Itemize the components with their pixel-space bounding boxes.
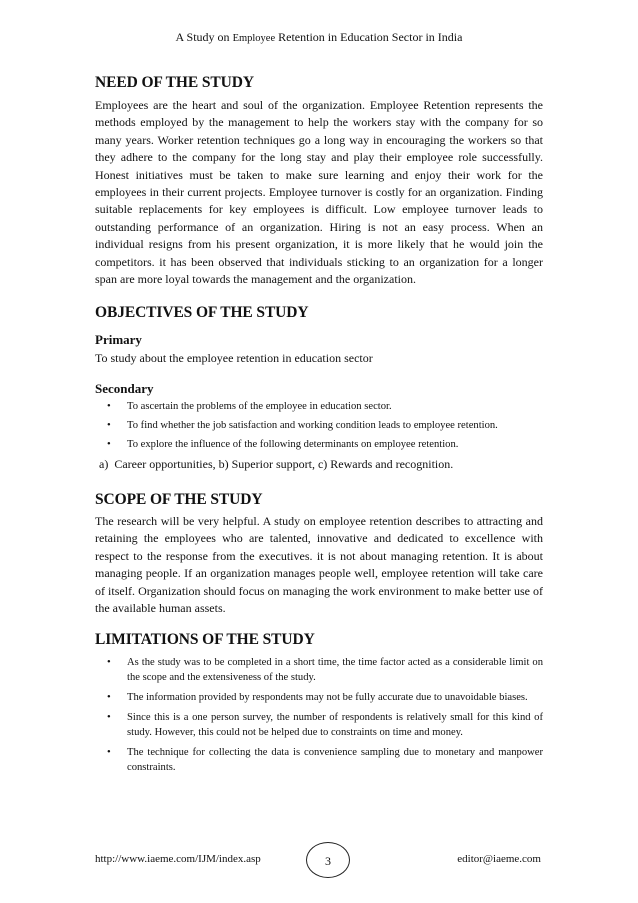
bullet-icon: • [107, 712, 111, 724]
list-item [95, 745, 543, 775]
page-footer [95, 842, 543, 878]
objectives-section [95, 304, 543, 472]
primary-heading: Primary [95, 332, 142, 348]
secondary-heading: Secondary [95, 380, 154, 396]
list-item [95, 655, 543, 685]
need-paragraph: Employees are the heart and soul of the organization. Employee Retention represents the methods employed by the management to help the workers stay with the company for so many years. Worker retention techniques go a long way in encouraging the workers so that they adhere to the company for the long stay and play their employee role successfully. Honest initiatives must be taken to make sure learning and enjoy their work for the employees in their current projects. Employee turnover is costly for an organization. Finding suitable replacements for key employees is difficult. Low employee turnover leads to outstanding performance of an organization. Hiring is not an easy process. When an individual resigns from his present organization, it is more likely that he would join the competitors. it has been observed that individuals sticking to an organization for a longer span are more loyal towards the management and the organization. [95, 98, 543, 287]
determinants-list: a) Career opportunities, b) Superior support, c) Rewards and recognition. [99, 456, 454, 471]
limitations-section [95, 631, 543, 775]
scope-heading: SCOPE OF THE STUDY [95, 490, 263, 508]
list-item-text: To ascertain the problems of the employee in education sector. [127, 400, 392, 412]
list-item-text: The technique for collecting the data is convenience sampling due to monetary and manpower constraints. [127, 747, 543, 774]
running-header-part2: Employee [232, 33, 276, 44]
page-number: 3 [306, 842, 350, 878]
list-item [95, 418, 543, 433]
bullet-icon: • [107, 747, 111, 759]
list-item [95, 399, 543, 414]
need-heading: NEED OF THE STUDY [95, 74, 254, 91]
running-header-part1: A Study on [175, 30, 233, 44]
list-item [95, 710, 543, 740]
footer-url-link[interactable]: http://www.iaeme.com/IJM/index.asp [95, 853, 261, 865]
limitations-heading: LIMITATIONS OF THE STUDY [95, 631, 315, 649]
list-item-text: Since this is a one person survey, the number of respondents is relatively small for this kind of study. However, this could not be helped due to constraints on time and money. [127, 712, 543, 739]
secondary-objectives-list [95, 399, 543, 452]
list-item [95, 690, 543, 705]
objectives-heading: OBJECTIVES OF THE STUDY [95, 304, 309, 322]
main-content [95, 74, 543, 780]
bullet-icon: • [107, 400, 111, 412]
list-item-text: As the study was to be completed in a short time, the time factor acted as a considerable limit on the scope and the extensiveness of the study. [127, 657, 543, 684]
footer-email-link[interactable]: editor@iaeme.com [457, 853, 541, 865]
primary-text: To study about the employee retention in education sector [95, 351, 373, 366]
list-item-text: To explore the influence of the following determinants on employee retention. [127, 438, 459, 450]
running-header [0, 30, 638, 45]
bullet-icon: • [107, 438, 111, 450]
scope-paragraph: The research will be very helpful. A study on employee retention describes to attracting and retaining the employees who are talented, innovative and dedicated to excellence with respect to the response from the executives. it is not about managing retention. It is about managing people. If an organization manages people well, employee retention will take care of itself. Organization should focus on managing the work environment to make better use of the available human assets. [95, 513, 543, 615]
scope-section [95, 491, 543, 617]
list-item-text: The information provided by respondents may not be fully accurate due to unavoidable biases. [127, 692, 528, 704]
bullet-icon: • [107, 657, 111, 669]
list-item-text: To find whether the job satisfaction and working condition leads to employee retention. [127, 419, 498, 431]
limitations-list [95, 655, 543, 775]
need-section [95, 74, 543, 288]
bullet-icon: • [107, 419, 111, 431]
list-item [95, 437, 543, 452]
bullet-icon: • [107, 692, 111, 704]
running-header-part3: Retention in Education Sector in India [275, 30, 463, 44]
